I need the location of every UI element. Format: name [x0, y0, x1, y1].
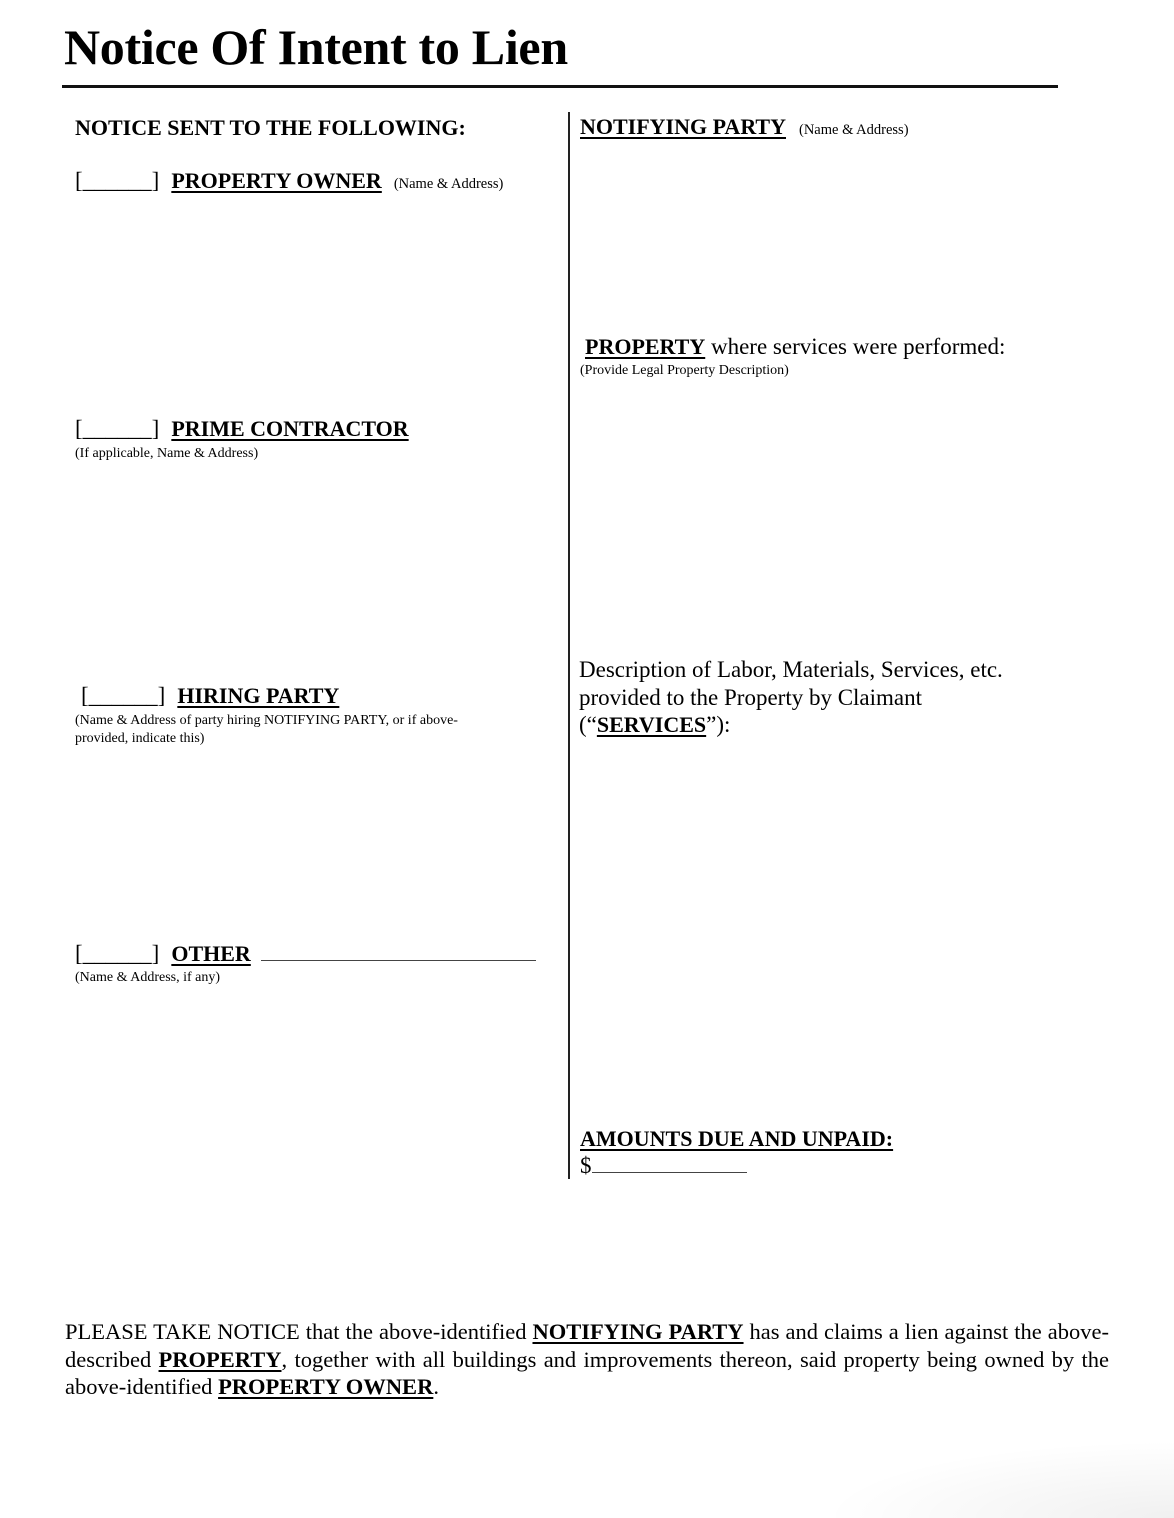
page-corner-shadow: [820, 1440, 1174, 1518]
services-line1: Description of Labor, Materials, Services, etc.: [579, 657, 1003, 682]
title-rule: [62, 85, 1058, 88]
property-owner-checkbox[interactable]: [______]: [75, 168, 160, 193]
other-checkbox[interactable]: [______]: [75, 941, 160, 966]
services-line3: [579, 711, 1003, 739]
property-owner-hint: (Name & Address): [393, 176, 504, 192]
services-field[interactable]: [580, 745, 1050, 1120]
notifying-party-row: [580, 114, 909, 140]
property-suffix: where services were performed:: [705, 334, 1006, 359]
other-label: OTHER: [171, 941, 251, 966]
notice-text-3: , together with all buildings and improvements thereon, said property being owned by the above-identified: [65, 1346, 1109, 1399]
services-close-quote: ”):: [706, 712, 731, 737]
property-hint: (Provide Legal Property Description): [580, 363, 789, 378]
hiring-party-checkbox[interactable]: [______]: [81, 683, 166, 708]
amount-blank[interactable]: [592, 1171, 747, 1173]
notice-sent-heading: NOTICE SENT TO THE FOLLOWING:: [75, 115, 466, 140]
property-row: [585, 334, 1005, 360]
notice-term-notifying-party: NOTIFYING PARTY: [532, 1319, 744, 1344]
notifying-party-label: NOTIFYING PARTY: [580, 114, 786, 139]
notice-text-4: .: [433, 1374, 439, 1399]
notice-term-property: PROPERTY: [158, 1346, 282, 1372]
document-title: Notice Of Intent to Lien: [64, 19, 568, 75]
services-description: [579, 656, 1003, 739]
amounts-due-label: AMOUNTS DUE AND UNPAID:: [580, 1126, 894, 1151]
services-label: SERVICES: [596, 712, 707, 737]
notice-paragraph: [65, 1318, 1109, 1401]
prime-contractor-checkbox[interactable]: [______]: [75, 416, 160, 441]
other-hint: (Name & Address, if any): [75, 970, 221, 985]
hiring-party-field[interactable]: [75, 755, 545, 930]
property-label: PROPERTY: [585, 334, 706, 359]
property-owner-label: PROPERTY OWNER: [171, 168, 382, 193]
other-row: [75, 941, 536, 967]
hiring-party-hint-line2: provided, indicate this): [75, 731, 205, 746]
services-line2: provided to the Property by Claimant: [579, 684, 923, 710]
hiring-party-row: [81, 683, 339, 709]
prime-contractor-hint: (If applicable, Name & Address): [75, 446, 259, 461]
property-owner-row: [75, 168, 503, 194]
notice-text-1: PLEASE TAKE NOTICE that the above-identified: [65, 1319, 533, 1344]
property-description-field[interactable]: [580, 385, 1050, 645]
prime-contractor-label: PRIME CONTRACTOR: [171, 416, 409, 441]
other-name-blank[interactable]: [261, 959, 536, 961]
prime-contractor-row: [75, 416, 409, 442]
notice-term-property-owner: PROPERTY OWNER: [218, 1374, 434, 1399]
currency-symbol: $: [580, 1153, 592, 1178]
prime-contractor-field[interactable]: [75, 470, 545, 660]
hiring-party-hint-line1: (Name & Address of party hiring NOTIFYING PARTY, or if above-: [75, 713, 458, 728]
other-field[interactable]: [75, 995, 545, 1175]
property-owner-field[interactable]: [75, 200, 545, 400]
column-divider: [568, 112, 570, 1179]
hiring-party-label: HIRING PARTY: [177, 683, 340, 708]
notice-text-2: has and claims a lien against the above-described: [65, 1319, 1109, 1372]
amount-row: [580, 1153, 747, 1179]
notifying-party-field[interactable]: [580, 150, 1050, 330]
notifying-party-hint: (Name & Address): [799, 122, 909, 138]
services-open-quote: (“: [579, 712, 597, 737]
